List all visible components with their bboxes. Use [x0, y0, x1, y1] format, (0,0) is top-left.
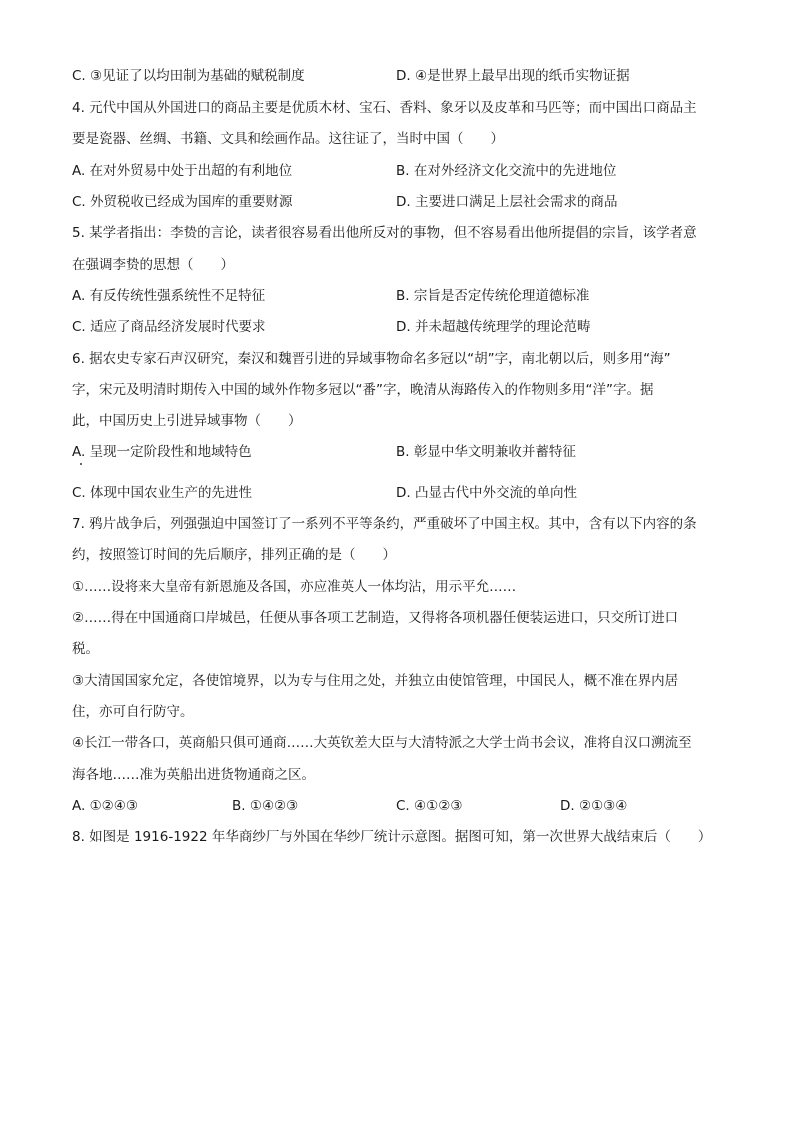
q6-stem-line-2: 字，宋元及明清时期传入中国的域外作物多冠以“番”字，晚清从海路传入的作物则多用“洋”字。据: [72, 382, 654, 398]
q7-stem-line-2: 约，按照签订时间的先后顺序，排列正确的是（ ）: [72, 547, 396, 563]
q7-item-4-line-1: ④长江一带各口，英商船只俱可通商……大英钦差大臣与大清特派之大学士尚书会议，准将自汉口溯流至: [72, 735, 692, 751]
q7-item-1: ①……设将来大皇帝有新恩施及各国，亦应准英人一体均沾，用示平允……: [72, 579, 517, 595]
stray-dot-mark: [80, 463, 82, 465]
q6-option-d[interactable]: D. 凸显古代中外交流的单向性: [396, 485, 577, 501]
q5-option-b[interactable]: B. 宗旨是否定传统伦理道德标准: [396, 288, 590, 304]
q6-option-b[interactable]: B. 彰显中华文明兼收并蓄特征: [396, 444, 576, 460]
q4-option-c[interactable]: C. 外贸税收已经成为国库的重要财源: [72, 194, 293, 210]
q4-stem-line-2: 要是瓷器、丝绸、书籍、文具和绘画作品。这往证了，当时中国（ ）: [72, 131, 504, 147]
q5-option-a[interactable]: A. 有反传统性强系统性不足特征: [72, 288, 266, 304]
q4-option-d[interactable]: D. 主要进口满足上层社会需求的商品: [396, 194, 618, 210]
q3-option-d[interactable]: D. ④是世界上最早出现的纸币实物证据: [396, 68, 630, 84]
q7-item-3-line-2: 住，亦可自行防守。: [72, 704, 194, 720]
q7-item-2-line-1: ②……得在中国通商口岸城邑，任便从事各项工艺制造，又得将各项机器任便装运进口，只交所订进口: [72, 610, 679, 626]
q5-option-c[interactable]: C. 适应了商品经济发展时代要求: [72, 319, 266, 335]
q7-item-4-line-2: 海各地……准为英船出进货物通商之区。: [72, 767, 315, 783]
q7-option-c[interactable]: C. ④①②③: [396, 798, 463, 814]
q6-option-a[interactable]: A. 呈现一定阶段性和地域特色: [72, 444, 252, 460]
q5-option-d[interactable]: D. 并未超越传统理学的理论范畴: [396, 319, 591, 335]
q7-item-2-line-2: 税。: [72, 641, 99, 657]
q7-option-d[interactable]: D. ②①③④: [560, 798, 628, 814]
q8-stem: 8. 如图是 1916-1922 年华商纱厂与外国在华纱厂统计示意图。据图可知，第一次世界大战结束后（ ）: [72, 829, 712, 845]
q7-option-b[interactable]: B. ①④②③: [232, 798, 299, 814]
q3-option-c[interactable]: C. ③见证了以均田制为基础的赋税制度: [72, 68, 305, 84]
q6-stem-line-1: 6. 据农史专家石声汉研究，秦汉和魏晋引进的异域事物命名多冠以“胡”字，南北朝以后，则多用“海”: [72, 351, 671, 367]
q4-option-a[interactable]: A. 在对外贸易中处于出超的有利地位: [72, 163, 293, 179]
q4-option-b[interactable]: B. 在对外经济文化交流中的先进地位: [396, 163, 617, 179]
q5-stem-line-2: 在强调李贽的思想（ ）: [72, 257, 234, 273]
q4-stem-line-1: 4. 元代中国从外国进口的商品主要是优质木材、宝石、香料、象牙以及皮革和马匹等；而中国出口商品主: [72, 100, 697, 116]
q7-stem-line-1: 7. 鸦片战争后，列强强迫中国签订了一系列不平等条约，严重破坏了中国主权。其中，含有以下内容的条: [72, 516, 697, 532]
q6-stem-line-3: 此，中国历史上引进异域事物（ ）: [72, 413, 302, 429]
q6-option-c[interactable]: C. 体现中国农业生产的先进性: [72, 485, 253, 501]
q7-item-3-line-1: ③大清国国家允定，各使馆境界，以为专与住用之处，并独立由使馆管理，中国民人，概不准在界内居: [72, 673, 679, 689]
q7-option-a[interactable]: A. ①②④③: [72, 798, 138, 814]
q5-stem-line-1: 5. 某学者指出：李贽的言论，读者很容易看出他所反对的事物，但不容易看出他所提倡的宗旨，该学者意: [72, 225, 697, 241]
